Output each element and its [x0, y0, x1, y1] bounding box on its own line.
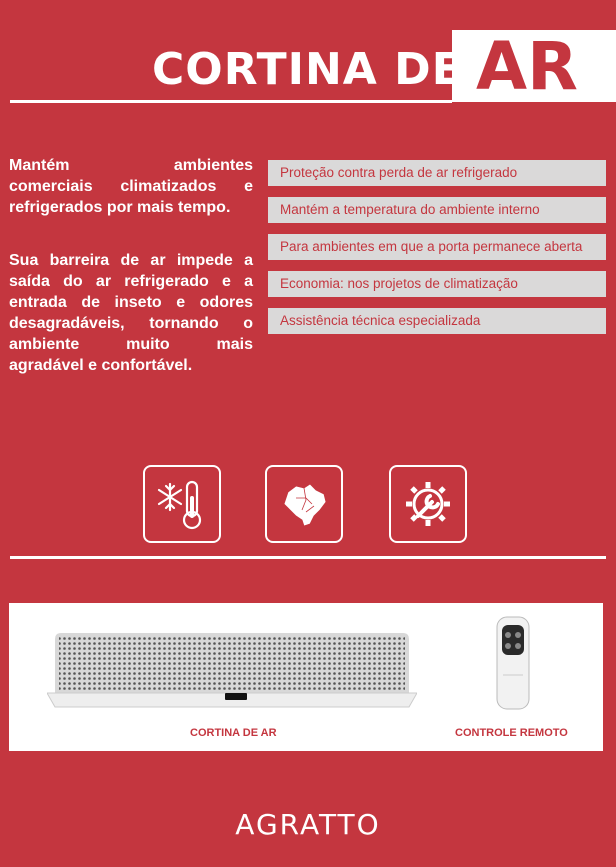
curtain-label: CORTINA DE AR [190, 727, 277, 739]
brand-logo: AGRATTO [235, 808, 381, 841]
description-intro [9, 155, 253, 221]
description-line: entrada de inseto e odores [9, 294, 253, 311]
description-body [9, 250, 253, 384]
description-line: comerciais climatizados e [9, 178, 253, 195]
feature-item: Mantém a temperatura do ambiente interno [268, 197, 606, 223]
feature-item: Proteção contra perda de ar refrigerado [268, 160, 606, 186]
description-line: refrigerados por mais tempo. [9, 199, 231, 216]
gear-wrench-icon [389, 465, 467, 543]
air-curtain-image [47, 631, 417, 711]
page-title-right: AR [476, 28, 578, 105]
feature-item: Para ambientes em que a porta permanece aberta [268, 234, 606, 260]
feature-list [268, 160, 606, 345]
feature-item: Assistência técnica especializada [268, 308, 606, 334]
description-line: saída do ar refrigerado e a [9, 273, 253, 290]
description-line: desagradáveis, tornando o [9, 315, 253, 332]
description-line: ambiente muito mais [9, 336, 253, 353]
description-line: Mantém ambientes [9, 157, 253, 174]
brazil-map-icon [265, 465, 343, 543]
page-title-left: CORTINA DE [152, 44, 463, 95]
section-divider [10, 556, 606, 559]
description-line: Sua barreira de ar impede a [9, 252, 253, 269]
product-panel [9, 603, 603, 751]
description-line: agradável e confortável. [9, 357, 193, 374]
feature-item: Economia: nos projetos de climatização [268, 271, 606, 297]
header-divider [10, 100, 452, 103]
thermometer-snowflake-icon [143, 465, 221, 543]
remote-label: CONTROLE REMOTO [455, 727, 568, 739]
remote-control-image [493, 615, 533, 711]
